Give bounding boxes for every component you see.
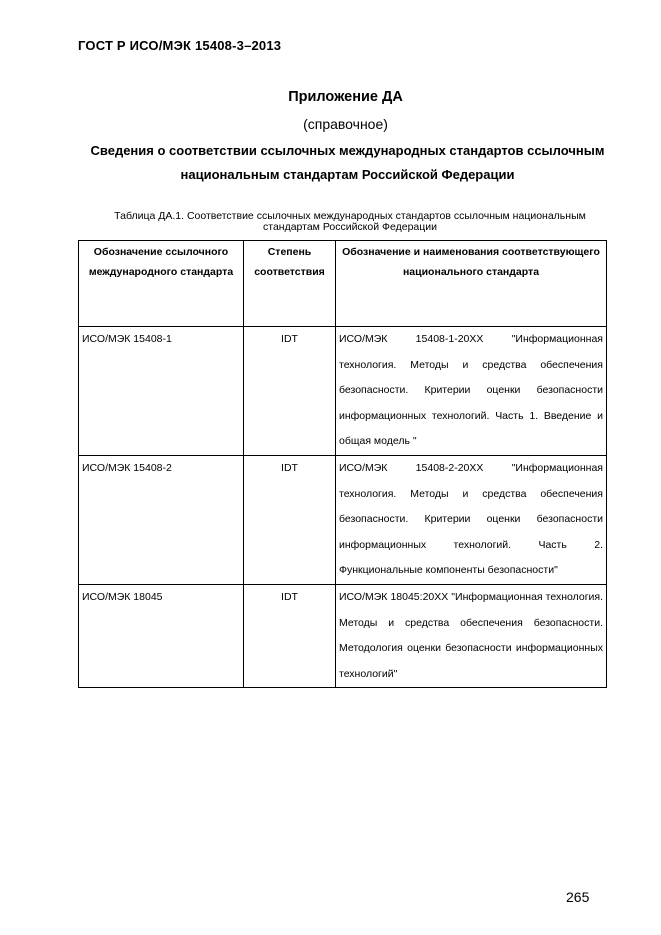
- cell-degree: IDT: [244, 327, 336, 456]
- table-caption: Таблица ДА.1. Соответствие ссылочных международных стандартов ссылочным национальным стандартам Российской Федерации: [114, 210, 586, 233]
- document-code: ГОСТ Р ИСО/МЭК 15408-3–2013: [78, 38, 282, 53]
- annex-subtitle: (справочное): [303, 116, 388, 132]
- table-header-row: [79, 241, 607, 327]
- cell-degree: IDT: [244, 584, 336, 687]
- standards-table: [78, 240, 607, 688]
- cell-national-standard: ИСО/МЭК 15408-2-20ХХ "Информационная технология. Методы и средства обеспечения безопасности. Критерии оценки безопасности информационных технологий. Часть 2. Функциональные компоненты безопасности": [336, 455, 607, 584]
- table-row: [79, 327, 607, 456]
- table-row: [79, 584, 607, 687]
- cell-national-standard: ИСО/МЭК 18045:20ХХ "Информационная технология. Методы и средства обеспечения безопасности. Методология оценки безопасности информационных технологий": [336, 584, 607, 687]
- header-degree: Степень соответствия: [244, 241, 336, 327]
- header-national-standard: Обозначение и наименования соответствующего национального стандарта: [336, 241, 607, 327]
- cell-national-standard: ИСО/МЭК 15408-1-20ХХ "Информационная технология. Методы и средства обеспечения безопасности. Критерии оценки безопасности информационных технологий. Часть 1. Введение и общая модель ": [336, 327, 607, 456]
- header-intl-standard: Обозначение ссылочного международного стандарта: [79, 241, 244, 327]
- annex-title: Приложение ДА: [288, 89, 403, 105]
- page-number: 265: [566, 889, 590, 905]
- cell-intl-standard: ИСО/МЭК 15408-2: [79, 455, 244, 584]
- cell-intl-standard: ИСО/МЭК 15408-1: [79, 327, 244, 456]
- cell-degree: IDT: [244, 455, 336, 584]
- cell-intl-standard: ИСО/МЭК 18045: [79, 584, 244, 687]
- table-row: [79, 455, 607, 584]
- annex-heading: Сведения о соответствии ссылочных международных стандартов ссылочным национальным стандартам Российской Федерации: [90, 143, 605, 182]
